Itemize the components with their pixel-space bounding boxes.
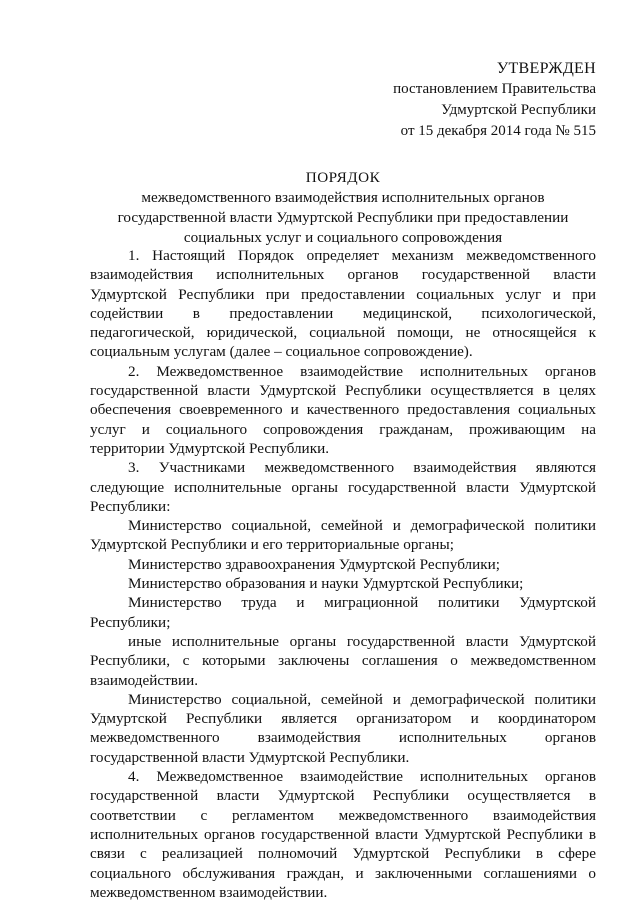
approval-line-1: постановлением Правительства (393, 81, 596, 97)
document-subtitle-line-1: межведомственного взаимодействия исполнительных органов (141, 189, 545, 206)
paragraph-4: 4. Межведомственное взаимодействие исполнительных органов государственной власти Удмуртской Республики осуществляется в соответствии с регламентом межведомственного взаимодействия исполнительных органов государственной власти Удмуртской Республики в связи с реализацией полномочий Удмуртской Республики в сфере социального обслуживания граждан, и заключенными соглашениями о межведомственном взаимодействии. (90, 768, 596, 901)
paragraph-1: 1. Настоящий Порядок определяет механизм межведомственного взаимодействия исполнительных органов государственной власти Удмуртской Республики при предоставлении социальных услуг и при содействии в предоставлении медицинской, психологической, педагогической, юридической, социальной помощи, не относящейся к социальным услугам (далее – социальное сопровождение). (90, 247, 596, 361)
participant-ministry-labor: Министерство труда и миграционной политики Удмуртской Республики; (90, 594, 596, 631)
participant-ministry-social: Министерство социальной, семейной и демографической политики Удмуртской Республики и его территориальные органы; (90, 517, 596, 554)
participant-other-bodies: иные исполнительные органы государственной власти Удмуртской Республики, с которыми заключены соглашения о межведомственном взаимодействии. (90, 632, 596, 689)
paragraph-3: 3. Участниками межведомственного взаимодействия являются следующие исполнительные органы государственной власти Удмуртской Республики: (90, 459, 596, 515)
approval-line-2: Удмуртской Республики (441, 102, 596, 118)
title-block (90, 168, 596, 248)
approval-block (393, 58, 596, 142)
coordinator-paragraph: Министерство социальной, семейной и демографической политики Удмуртской Республики является организатором и координатором межведомственного взаимодействия исполнительных органов государственной власти Удмуртской Республики. (90, 690, 596, 766)
document-title: ПОРЯДОК (305, 169, 381, 186)
document-subtitle-line-2: государственной власти Удмуртской Республики при предоставлении (117, 209, 569, 226)
approval-stamp: УТВЕРЖДЕН (496, 60, 596, 77)
document-subtitle-line-3: социальных услуг и социального сопровождения (183, 229, 503, 246)
paragraph-2: 2. Межведомственное взаимодействие исполнительных органов государственной власти Удмуртской Республики осуществляется в целях обеспечения своевременного и качественного предоставления социальных услуг и социального сопровождения гражданам, проживающим на территории Удмуртской Республики. (90, 362, 596, 457)
participant-ministry-education: Министерство образования и науки Удмуртской Республики; (128, 575, 524, 593)
participant-ministry-health: Министерство здравоохранения Удмуртской Республики; (128, 555, 500, 573)
document-body (90, 246, 596, 902)
approval-line-3: от 15 декабря 2014 года № 515 (400, 123, 596, 139)
